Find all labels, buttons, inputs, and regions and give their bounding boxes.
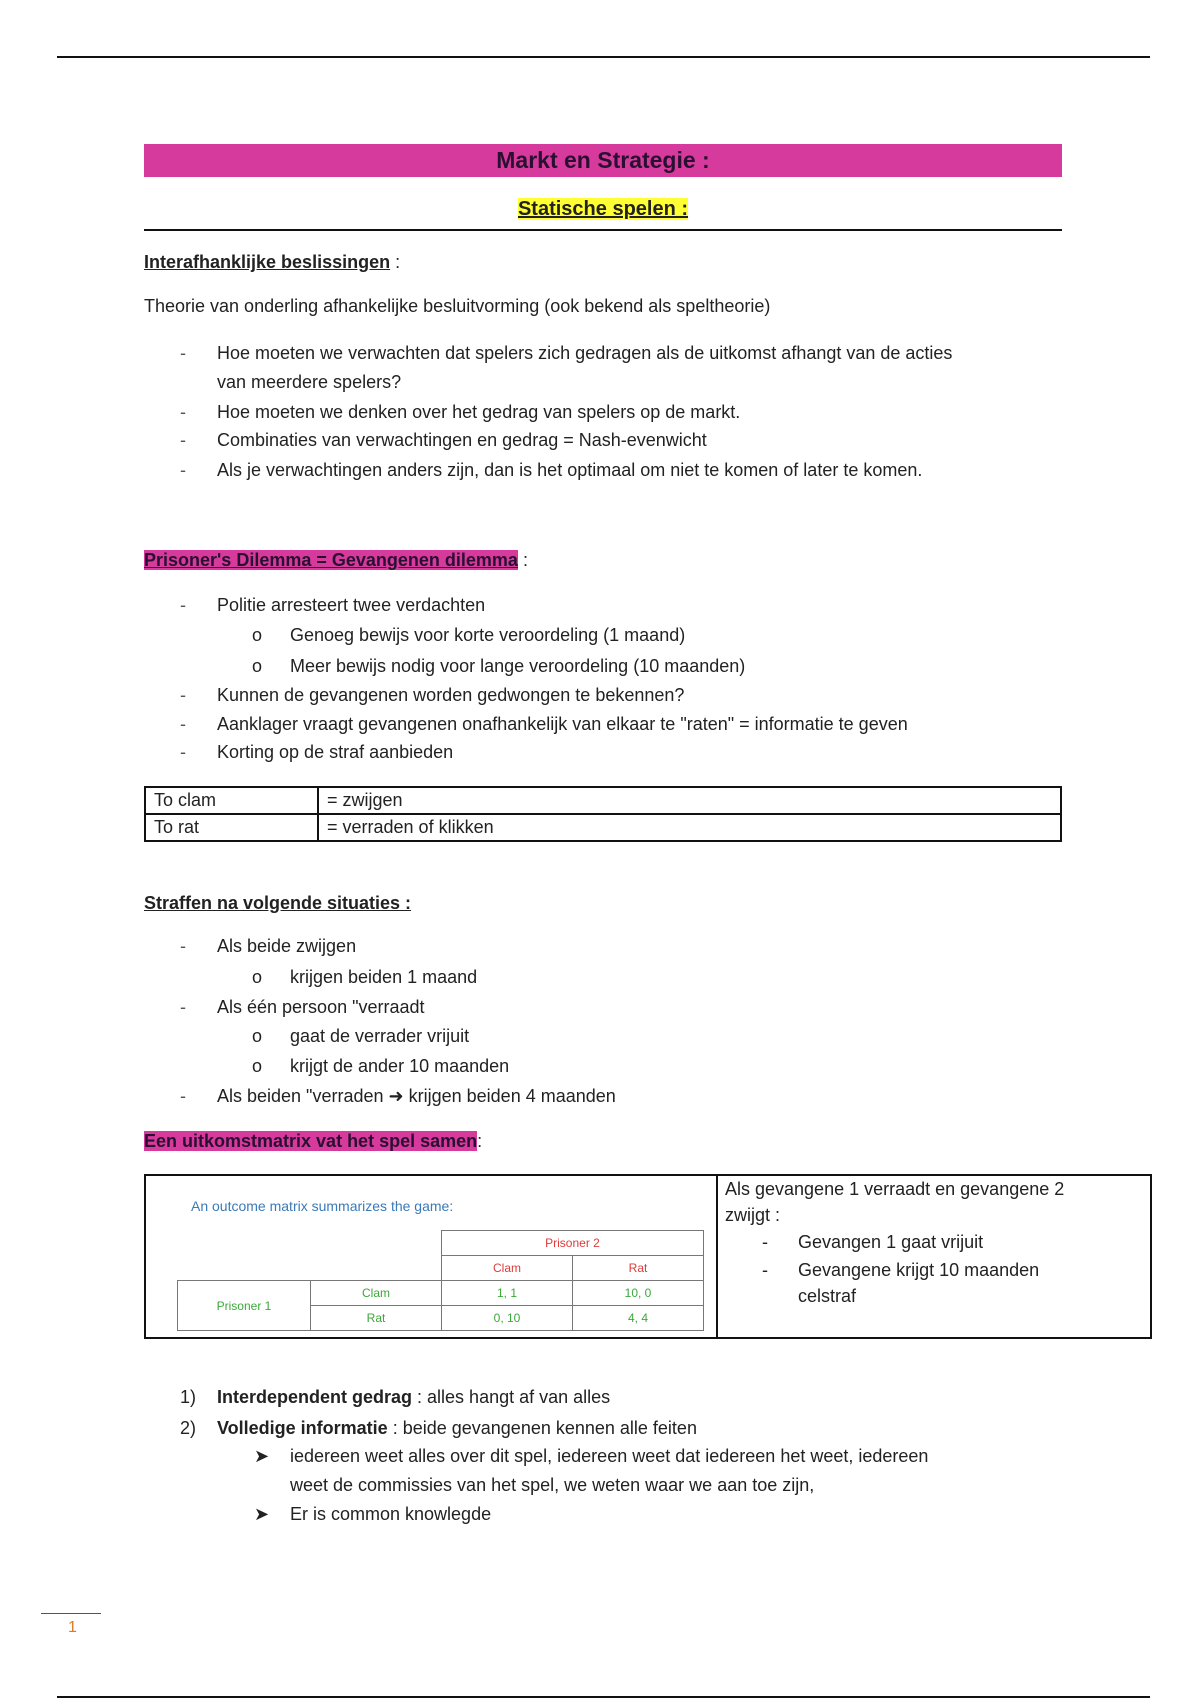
circle-bullet-icon: o <box>252 1056 263 1076</box>
note-text: Als gevangene 1 verraadt en gevangene 2 <box>725 1179 1065 1199</box>
list-item: celstraf <box>798 1286 857 1306</box>
list-item: gaat de verrader vrijuit <box>290 1026 470 1046</box>
footer-rule <box>57 1696 1150 1698</box>
numbered-item <box>180 1387 196 1408</box>
matrix-cell: 10, 0 <box>573 1281 704 1306</box>
numbered-item-text <box>217 1387 610 1408</box>
section-heading <box>144 1131 482 1152</box>
prisoner2-header: Prisoner 2 <box>442 1231 704 1256</box>
table-cell: To rat <box>145 814 318 841</box>
dash-bullet: - <box>180 997 186 1017</box>
list-text: krijgen beiden 4 maanden <box>408 1086 616 1106</box>
dash-bullet: - <box>180 1086 186 1106</box>
table-cell: = verraden of klikken <box>318 814 1061 841</box>
dash-bullet: - <box>762 1260 768 1280</box>
list-item: Hoe moeten we verwachten dat spelers zich gedragen als de uitkomst afhangt van de acties <box>217 343 953 363</box>
dash-bullet: - <box>762 1232 768 1252</box>
list-item: iedereen weet alles over dit spel, iedereen weet dat iedereen het weet, iedereen <box>290 1446 929 1466</box>
dash-bullet: - <box>180 595 186 615</box>
matrix-cell: 0, 10 <box>442 1306 573 1331</box>
list-item: Aanklager vraagt gevangenen onafhankelijk van elkaar te "raten" = informatie te geven <box>217 714 908 734</box>
title-rule <box>144 229 1062 231</box>
table-row <box>145 787 1061 814</box>
section-heading <box>144 893 411 914</box>
dash-bullet: - <box>180 343 186 363</box>
list-text: Als beiden "verraden <box>217 1086 384 1106</box>
heading-text: Straffen na volgende situaties : <box>144 893 412 913</box>
list-item: Gevangene krijgt 10 maanden <box>798 1260 1040 1280</box>
row-header: Rat <box>311 1306 442 1331</box>
subtitle-text: Statische spelen : <box>517 198 689 220</box>
footnote-rule <box>41 1613 101 1614</box>
heading-suffix: : <box>517 550 528 570</box>
prisoner1-header: Prisoner 1 <box>178 1281 311 1331</box>
item-number: 1) <box>180 1387 197 1407</box>
item-text: : beide gevangenen kennen alle feiten <box>387 1418 697 1438</box>
heading-text: Prisoner's Dilemma = Gevangenen dilemma <box>144 550 518 570</box>
table-row <box>145 814 1061 841</box>
list-item: Als je verwachtingen anders zijn, dan is het optimaal om niet te komen of later te komen. <box>217 460 923 480</box>
list-item: Als één persoon "verraadt <box>217 997 425 1017</box>
empty-cell <box>178 1231 442 1256</box>
bold-term: Interdependent gedrag <box>217 1387 413 1407</box>
numbered-item-text <box>217 1418 697 1439</box>
section-heading <box>144 252 400 273</box>
heading-suffix: : <box>390 252 401 272</box>
item-number: 2) <box>180 1418 197 1438</box>
dash-bullet: - <box>180 714 186 734</box>
list-item: Kunnen de gevangenen worden gedwongen te bekennen? <box>217 685 685 705</box>
list-item: Gevangen 1 gaat vrijuit <box>798 1232 984 1252</box>
heading-suffix: : <box>477 1131 483 1151</box>
page-number: 1 <box>68 1619 77 1636</box>
definition-table <box>144 786 1062 842</box>
dash-bullet: - <box>180 685 186 705</box>
circle-bullet-icon: o <box>252 625 263 645</box>
note-text: zwijgt : <box>725 1205 781 1225</box>
matrix-cell: 4, 4 <box>573 1306 704 1331</box>
col-header: Rat <box>573 1256 704 1281</box>
table-cell: To clam <box>145 787 318 814</box>
heading-text: Interafhanklijke beslissingen <box>144 252 391 272</box>
item-text: : alles hangt af van alles <box>412 1387 611 1407</box>
list-item: weet de commissies van het spel, we weten waar we aan toe zijn, <box>290 1475 815 1495</box>
intro-text: Theorie van onderling afhankelijke besluitvorming (ook bekend als speltheorie) <box>144 296 771 316</box>
circle-bullet-icon: o <box>252 656 263 676</box>
row-header: Clam <box>311 1281 442 1306</box>
circle-bullet-icon: o <box>252 967 263 987</box>
list-item: Hoe moeten we denken over het gedrag van spelers op de markt. <box>217 402 741 422</box>
subtitle <box>144 198 1062 221</box>
list-item: Als beide zwijgen <box>217 936 357 956</box>
dash-bullet: - <box>180 936 186 956</box>
list-item <box>217 1086 616 1107</box>
list-item: Er is common knowlegde <box>290 1504 492 1524</box>
column-divider <box>716 1176 718 1337</box>
list-item: van meerdere spelers? <box>217 372 402 392</box>
table-cell: = zwijgen <box>318 787 1061 814</box>
page-title: Markt en Strategie : <box>144 144 1062 177</box>
list-item: Meer bewijs nodig voor lange veroordeling (10 maanden) <box>290 656 746 676</box>
arrow-right-icon: ➜ <box>388 1086 404 1106</box>
circle-bullet-icon: o <box>252 1026 263 1046</box>
list-item: krijgt de ander 10 maanden <box>290 1056 510 1076</box>
list-item: Genoeg bewijs voor korte veroordeling (1 maand) <box>290 625 686 645</box>
matrix-box <box>144 1174 1152 1339</box>
matrix-cell: 1, 1 <box>442 1281 573 1306</box>
list-item: Korting op de straf aanbieden <box>217 742 454 762</box>
arrowhead-bullet-icon: ➤ <box>254 1504 270 1524</box>
bold-term: Volledige informatie <box>217 1418 388 1438</box>
dash-bullet: - <box>180 402 186 422</box>
dash-bullet: - <box>180 460 186 480</box>
empty-cell <box>178 1256 442 1281</box>
section-heading <box>144 550 528 571</box>
list-item: Politie arresteert twee verdachten <box>217 595 486 615</box>
outcome-matrix <box>177 1230 704 1331</box>
list-item: krijgen beiden 1 maand <box>290 967 478 987</box>
header-rule <box>57 56 1150 58</box>
heading-text: Een uitkomstmatrix vat het spel samen <box>144 1131 478 1151</box>
matrix-caption: An outcome matrix summarizes the game: <box>191 1198 454 1214</box>
col-header: Clam <box>442 1256 573 1281</box>
list-item: Combinaties van verwachtingen en gedrag = Nash-evenwicht <box>217 430 707 450</box>
dash-bullet: - <box>180 742 186 762</box>
numbered-item <box>180 1418 196 1439</box>
arrowhead-bullet-icon: ➤ <box>254 1446 270 1466</box>
dash-bullet: - <box>180 430 186 450</box>
